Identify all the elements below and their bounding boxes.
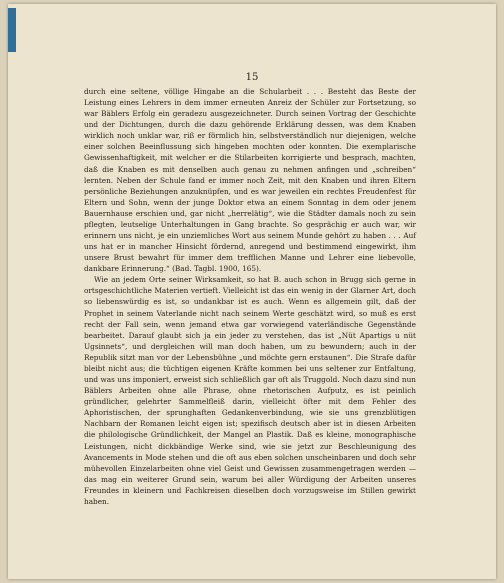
paragraph-1: durch eine seltene, völlige Hingabe an die Schularbeit . . . Besteht das Beste der Leistung eines Lehrers in dem immer erneuten Anreiz der Schüler zur Fortsetzung, so war Bäblers Erfolg ein geradezu ausgezeichneter. Durch seinen Vortrag der Geschichte und der Dichtungen, durch die dazu gehörende Erklärung dessen, was dem Knaben wirklich noch unklar war, riß er förmlich hin, selbstverständlich nur diejenigen, welche einer solchen Beeinflussung sich hingeben mochten oder konnten. Die exemplarische Gewissenhaftigkeit, mit welcher er die Stilarbeiten korrigierte und besprach, machten, daß die Knaben es mit denselben auch genau zu nehmen anfingen und „schreiben“ lernten. Neben der Schule fand er immer noch Zeit, mit den Knaben und ihren Eltern persönliche Beziehungen anzuknüpfen, und es war jeweilen ein rechtes Freudenfest für Eltern und Sohn, wenn der junge Doktor etwa an einem Sonntag in dem oder jenem Bauernhause erschien und, gar nicht „herrelätig“, wie die Städter damals noch zu sein pflegten, leutselige Unterhaltungen in Gang brachte. So gesprächig er auch war, wir erinnern uns nicht, je ein unziemliches Wort aus seinem Munde gehört zu haben . . . Auf uns hat er in mancher Hinsicht fördernd, anregend und bestimmend eingewirkt, ihm unsere Brust bewahrt für immer dem trefflichen Manne und Lehrer eine liebevolle, dankbare Erinnerung.“ (Bad. Tagbl. 1900, 165). <box>84 87 416 274</box>
body-text <box>84 86 416 507</box>
paragraph-2: Wie an jedem Orte seiner Wirksamkeit, so hat B. auch schon in Brugg sich gerne in ortsgeschichtliche Materien vertieft. Vielleicht ist das ein wenig in der Glarner Art, doch so liebenswürdig es ist, so undankbar ist es auch. Wenn es allgemein gilt, daß der Prophet in seinem Vaterlande nicht nach seinem Werte geschätzt wird, so muß es erst recht der Fall sein, wenn jemand etwa gar vorwiegend vaterländische Gegenstände bearbeitet. Darauf glaubt sich ja ein jeder zu verstehen, das ist „Nüt Apartigs u nüt Ugsinnets“, und dergleichen will man doch haben, um zu bewundern; auch in der Republik sitzt man vor der Lebensbühne „und möchte gern erstaunen“. Die Strafe dafür bleibt nicht aus; die tüchtigen eigenen Kräfte kommen bei uns seltener zur Entfaltung, und was uns imponiert, erweist sich schließlich gar oft als Truggold. Noch dazu sind nun Bäblers Arbeiten ohne alle Phrase, ohne rhetorischen Aufputz, es ist peinlich gründlicher, gelehrter Sammelfleiß darin, vielleicht öfter mit dem Fehler des Aphoristischen, der sprunghaften Gedankenverbindung, wie sie uns grenzblütigen Nachbarn der Romanen leicht eigen ist; spezifisch deutsch aber ist in diesen Arbeiten die philologische Gründlichkeit, der Mangel an Plastik. Daß es kleine, monographische Leistungen, nicht dickbändige Werke sind, wie sie jetzt zur Beschleunigung des Avancements in Mode stehen und die oft aus eben solchen unscheinbaren und doch sehr mühevollen Einzelarbeiten ohne viel Geist und Gewissen zusammengetragen werden — das mag ein weiterer Grund sein, warum bei aller Würdigung der Arbeiten unseres Freundes in kleinern und Fachkreisen dieselben doch vorzugsweise im Stillen gewirkt haben. <box>84 275 416 506</box>
blue-tab-marker <box>8 8 16 52</box>
page-number: 15 <box>245 72 259 83</box>
